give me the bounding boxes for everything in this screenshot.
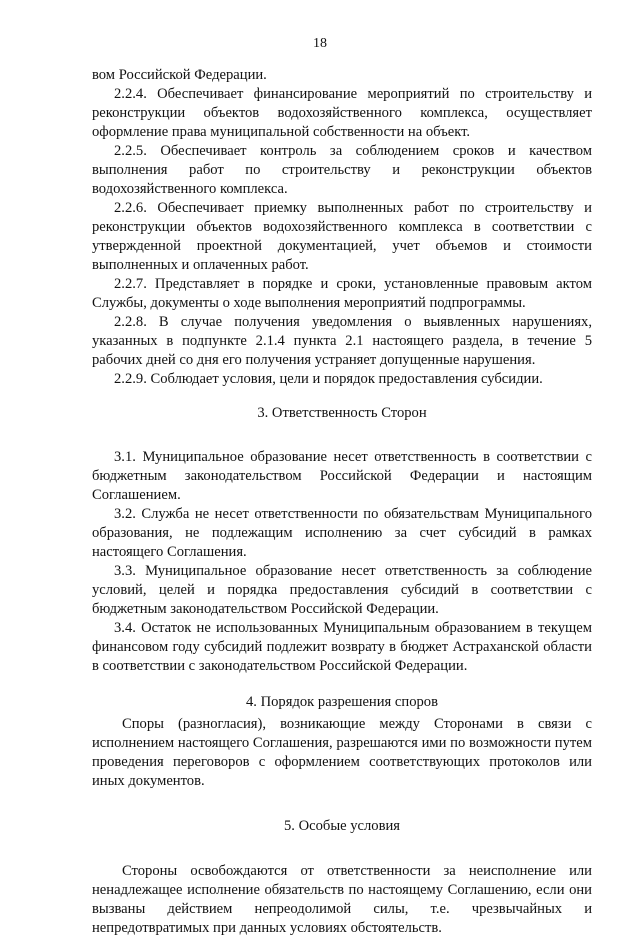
document-body bbox=[92, 66, 592, 938]
section-3-heading: 3. Ответственность Сторон bbox=[257, 405, 427, 421]
section-4-heading: 4. Порядок разрешения споров bbox=[246, 694, 438, 710]
paragraph-2-2-5: 2.2.5. Обеспечивает контроль за соблюдением сроков и качеством выполнения работ по строительству и реконструкции объектов водохозяйственного комплекса. bbox=[92, 143, 592, 197]
paragraph-3-3: 3.3. Муниципальное образование несет ответственность за соблюдение условий, целей и порядка предоставления субсидий в соответствии с бюджетным законодательством Российской Федерации. bbox=[92, 563, 592, 617]
paragraph-3-4: 3.4. Остаток не использованных Муниципальным образованием в текущем финансовом году субсидий подлежит возврату в бюджет Астраханской области в соответствии с законодательством Российской Федерации. bbox=[92, 620, 592, 674]
paragraph-4-1: Споры (разногласия), возникающие между Сторонами в связи с исполнением настоящего Соглашения, разрешаются ими по возможности путем проведения переговоров с оформлением соответствующих протоколов или иных документов. bbox=[92, 716, 592, 789]
page-number: 18 bbox=[313, 36, 327, 51]
section-5-heading: 5. Особые условия bbox=[283, 818, 401, 834]
paragraph-2-2-6: 2.2.6. Обеспечивает приемку выполненных работ по строительству и реконструкции объектов водохозяйственного комплекса в соответствии с утвержденной проектной документацией, учет объемов и стоимости выполненных и оплаченных работ. bbox=[92, 200, 592, 273]
paragraph-2-2-4: 2.2.4. Обеспечивает финансирование мероприятий по строительству и реконструкции объектов водохозяйственного комплекса, осуществляет оформление права муниципальной собственности на объект. bbox=[92, 86, 592, 140]
paragraph-3-1: 3.1. Муниципальное образование несет ответственность в соответствии с бюджетным законодательством Российской Федерации и настоящим Соглашением. bbox=[92, 449, 592, 503]
paragraph-5-1: Стороны освобождаются от ответственности за неисполнение или ненадлежащее исполнение обязательств по настоящему Соглашению, если они вызваны действием непреодолимой силы, т.е. чрезвычайных и непредотвратимых при данных условиях обстоятельств. bbox=[92, 863, 592, 936]
paragraph-2-2-7: 2.2.7. Представляет в порядке и сроки, установленные правовым актом Службы, документы о ходе выполнения мероприятий подпрограммы. bbox=[92, 276, 592, 311]
paragraph-3-2: 3.2. Служба не несет ответственности по обязательствам Муниципального образования, не подлежащим исполнению за счет субсидий в рамках настоящего Соглашения. bbox=[92, 506, 592, 560]
paragraph-continuation: вом Российской Федерации. bbox=[92, 67, 267, 83]
paragraph-2-2-9: 2.2.9. Соблюдает условия, цели и порядок предоставления субсидии. bbox=[114, 371, 543, 387]
paragraph-2-2-8: 2.2.8. В случае получения уведомления о выявленных нарушениях, указанных в подпункте 2.1.4 пункта 2.1 настоящего раздела, в течение 5 рабочих дней со дня его получения устраняет допущенные нарушения. bbox=[92, 314, 592, 368]
